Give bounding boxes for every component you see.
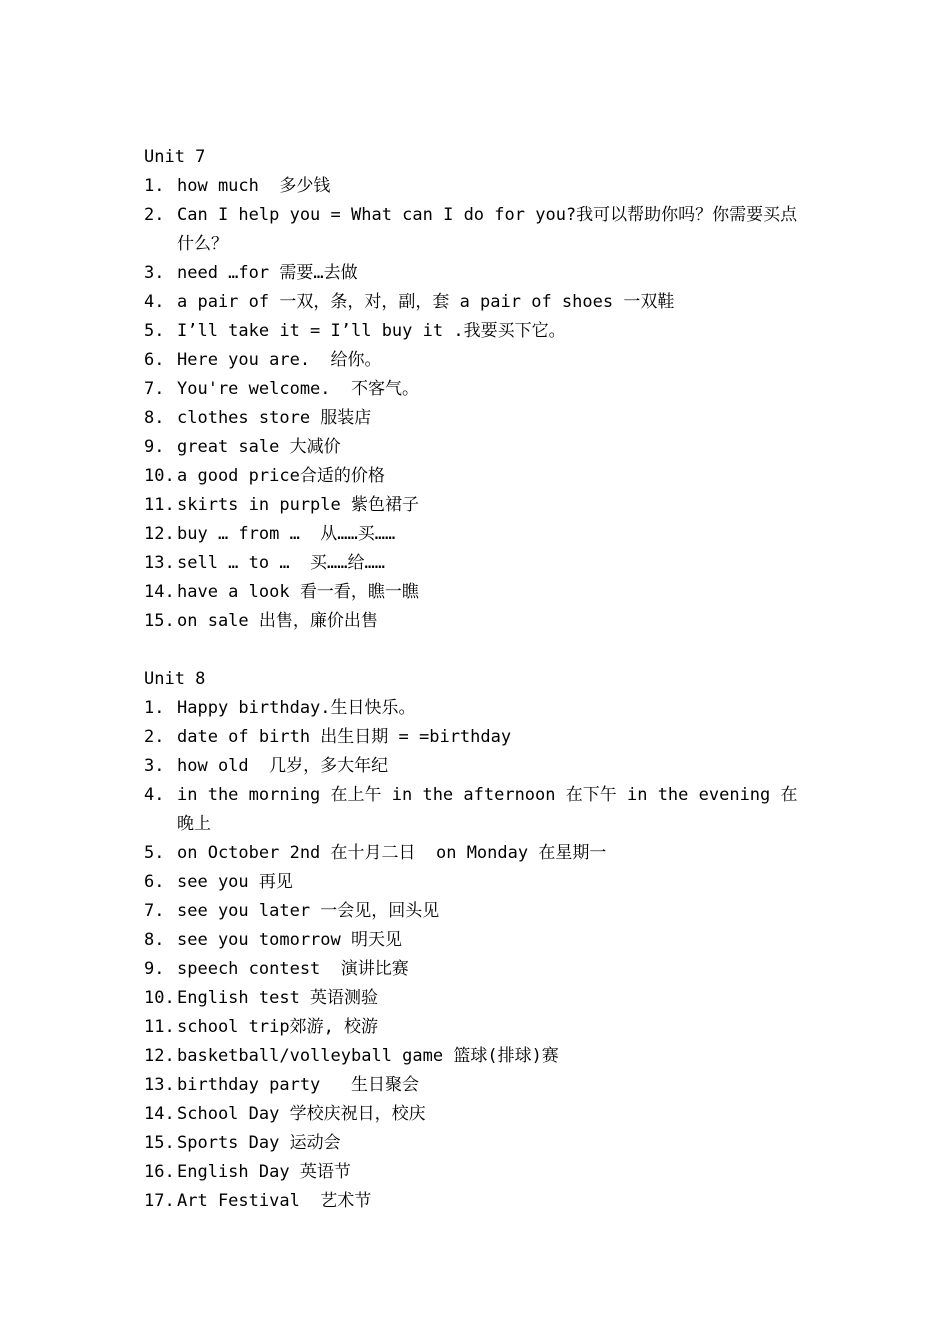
item-text: how old 几岁，多大年纪 [177,756,389,776]
item-text: basketball/volleyball game 篮球(排球)赛 [177,1046,559,1066]
item-text: need …for 需要…去做 [177,263,358,283]
item-text: Here you are. 给你。 [177,350,382,370]
item-text: English test 英语测验 [177,988,379,1008]
item-text: I’ll take it = I’ll buy it .我要买下它。 [177,321,566,341]
unit-8-items [144,694,814,1216]
item-text: You're welcome. 不客气。 [177,379,419,399]
unit-title: Unit 7 [144,147,206,167]
list-item [144,259,814,288]
item-number: 11. [144,1017,175,1037]
list-item [144,1129,814,1158]
item-number: 9. [144,437,165,457]
item-number: 13. [144,1075,175,1095]
item-number: 4. [144,785,165,805]
item-number: 15. [144,1133,175,1153]
list-item [144,1042,814,1071]
item-number: 7. [144,379,165,399]
item-text: Art Festival 艺术节 [177,1191,372,1211]
item-text: Can I help you = What can I do for you?我可以帮助你吗？你需要买点什么？ [177,205,798,254]
item-number: 6. [144,350,165,370]
item-text: birthday party 生日聚会 [177,1075,419,1095]
list-item [144,752,814,781]
item-number: 1. [144,176,165,196]
list-item [144,955,814,984]
item-text: skirts in purple 紫色裙子 [177,495,419,515]
list-item [144,1013,814,1042]
item-number: 13. [144,553,175,573]
item-number: 14. [144,582,175,602]
item-text: buy … from … 从……买…… [177,524,396,544]
item-number: 6. [144,872,165,892]
list-item [144,317,814,346]
list-item [144,781,814,839]
list-item [144,578,814,607]
item-number: 16. [144,1162,175,1182]
unit-7-items [144,172,814,636]
item-number: 2. [144,205,165,225]
item-number: 12. [144,524,175,544]
item-number: 12. [144,1046,175,1066]
item-text: see you later 一会见，回头见 [177,901,440,921]
list-item [144,1187,814,1216]
item-number: 3. [144,756,165,776]
list-item [144,491,814,520]
list-item [144,723,814,752]
list-item [144,375,814,404]
list-item [144,984,814,1013]
list-item [144,839,814,868]
list-item [144,868,814,897]
list-item [144,694,814,723]
item-number: 17. [144,1191,175,1211]
unit-8-section [144,665,814,1216]
item-text: School Day 学校庆祝日，校庆 [177,1104,426,1124]
item-text: Sports Day 运动会 [177,1133,341,1153]
item-text: Happy birthday.生日快乐。 [177,698,416,718]
list-item [144,201,814,259]
item-text: in the morning 在上午 in the afternoon 在下午 in the evening 在晚上 [177,785,798,834]
item-text: great sale 大减价 [177,437,341,457]
item-number: 8. [144,408,165,428]
list-item [144,1158,814,1187]
item-text: on October 2nd 在十月二日 on Monday 在星期一 [177,843,607,863]
item-text: school trip郊游, 校游 [177,1017,379,1037]
list-item [144,462,814,491]
item-text: a pair of 一双，条，对，副，套 a pair of shoes 一双鞋 [177,292,675,312]
list-item [144,346,814,375]
item-text: how much 多少钱 [177,176,331,196]
item-text: see you tomorrow 明天见 [177,930,402,950]
list-item [144,288,814,317]
list-item [144,1100,814,1129]
item-number: 15. [144,611,175,631]
item-text: speech contest 演讲比赛 [177,959,409,979]
item-text: a good price合适的价格 [177,466,385,486]
list-item [144,549,814,578]
item-number: 1. [144,698,165,718]
list-item [144,433,814,462]
item-text: have a look 看一看，瞧一瞧 [177,582,419,602]
item-text: clothes store 服装店 [177,408,372,428]
item-number: 5. [144,843,165,863]
list-item [144,172,814,201]
list-item [144,1071,814,1100]
item-text: English Day 英语节 [177,1162,351,1182]
list-item [144,607,814,636]
item-number: 2. [144,727,165,747]
list-item [144,926,814,955]
item-number: 5. [144,321,165,341]
list-item [144,897,814,926]
unit-7-section [144,143,814,636]
item-text: see you 再见 [177,872,293,892]
item-text: date of birth 出生日期 = =birthday [177,727,512,747]
item-number: 14. [144,1104,175,1124]
list-item [144,520,814,549]
unit-title: Unit 8 [144,669,206,689]
item-number: 9. [144,959,165,979]
item-text: on sale 出售，廉价出售 [177,611,378,631]
item-number: 8. [144,930,165,950]
document-page [144,143,814,1216]
item-number: 4. [144,292,165,312]
item-number: 7. [144,901,165,921]
item-number: 11. [144,495,175,515]
list-item [144,404,814,433]
item-text: sell … to … 买……给…… [177,553,385,573]
item-number: 10. [144,988,175,1008]
item-number: 10. [144,466,175,486]
item-number: 3. [144,263,165,283]
